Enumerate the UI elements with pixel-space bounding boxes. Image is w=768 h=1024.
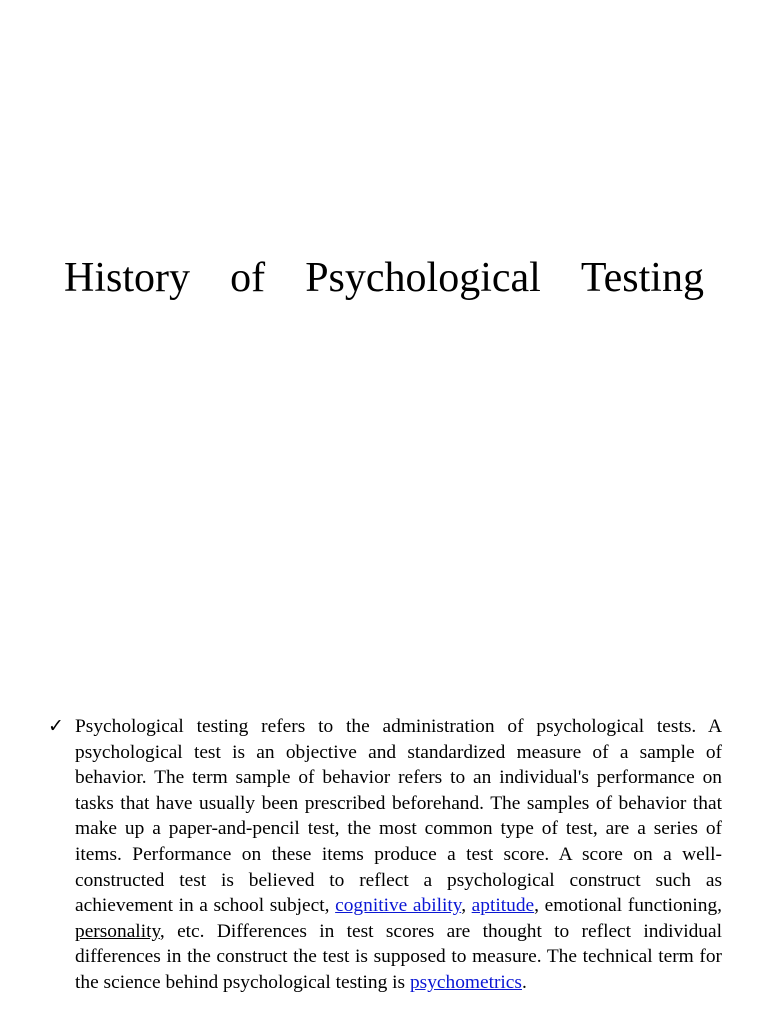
paragraph-text: , emotional functioning, <box>534 895 722 917</box>
separator: , <box>461 895 472 917</box>
aptitude-link[interactable]: aptitude <box>471 895 535 917</box>
bullet-paragraph <box>75 714 722 996</box>
cognitive-ability-link[interactable]: cognitive ability <box>335 895 462 917</box>
title-word: of <box>230 255 266 301</box>
paragraph-end: . <box>521 971 527 993</box>
title-word: Testing <box>580 255 704 301</box>
paragraph-text: Psychological testing refers to the administration of psychological tests. A psychological test is an objective and standardized measure of a sample of behavior. The term sample of behavior refers to an individual's performance on tasks that have usually been prescribed beforehand. The samples of behavior that make up a paper-and-pencil test, the most common type of test, are a series of items. Performance on these items produce a test score. A score on a well-constructed test is believed to reflect a psychological construct such as achievement in a school subject, <box>75 716 722 917</box>
title-word: History <box>64 255 190 301</box>
checkmark-icon: ✓ <box>48 715 64 737</box>
title-word: Psychological <box>305 255 541 301</box>
personality-term: personality <box>75 920 160 942</box>
page-title <box>64 252 704 304</box>
psychometrics-link[interactable]: psychometrics <box>409 971 522 993</box>
paragraph-text: , etc. Differences in test scores are thought to reflect individual differences in the construct the test is supposed to measure. The technical term for the science behind psychological testing is <box>75 920 722 993</box>
